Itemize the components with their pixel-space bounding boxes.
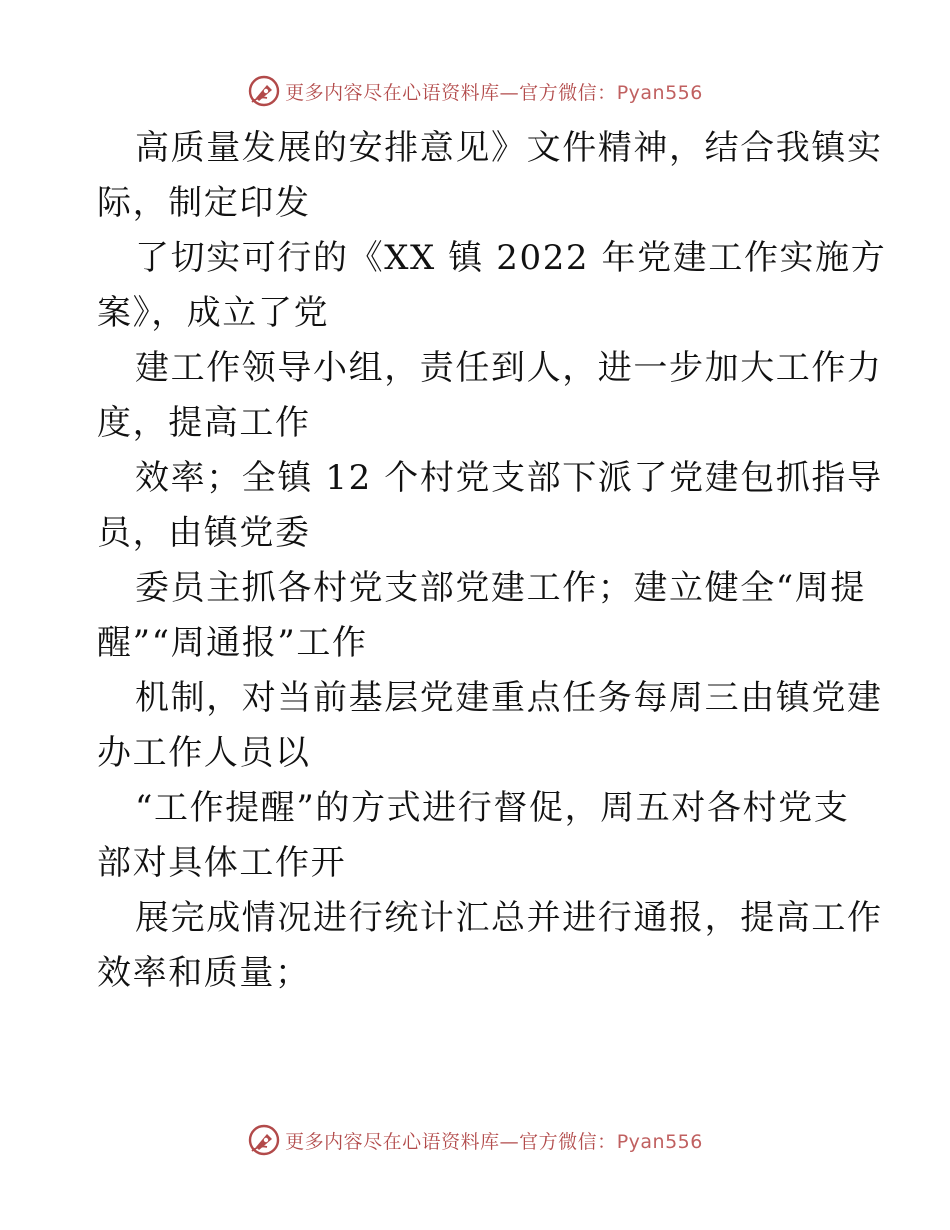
paragraph-line: 建工作领导小组，责任到人，进一步加大工作力 bbox=[135, 348, 883, 388]
paragraph bbox=[97, 561, 866, 671]
watermark-separator: — bbox=[499, 1130, 520, 1153]
watermark-text bbox=[285, 1127, 703, 1154]
paragraph bbox=[97, 451, 883, 561]
paragraph bbox=[97, 891, 883, 1001]
paragraph-line: 机制，对当前基层党建重点任务每周三由镇党建 bbox=[135, 678, 883, 718]
watermark-wechat-id: Pyan556 bbox=[616, 1130, 703, 1153]
pen-nib-circle-icon bbox=[247, 1123, 281, 1157]
paragraph-line: 展完成情况进行统计汇总并进行通报，提高工作 bbox=[135, 898, 883, 938]
paragraph-line: “工作提醒”的方式进行督促，周五对各村党支 bbox=[135, 788, 850, 828]
header-watermark bbox=[0, 71, 950, 111]
watermark-wechat-id: Pyan556 bbox=[616, 81, 703, 104]
paragraph-line: 高质量发展的安排意见》文件精神，结合我镇实 bbox=[135, 128, 883, 168]
paragraph bbox=[97, 341, 883, 451]
paragraph bbox=[97, 231, 887, 341]
paragraph-line: 效率和质量； bbox=[97, 953, 311, 993]
watermark-site: 更多内容尽在心语资料库 bbox=[285, 1130, 500, 1153]
watermark-separator: — bbox=[499, 81, 520, 104]
paragraph-line: 部对具体工作开 bbox=[97, 843, 347, 883]
paragraph-line: 效率；全镇 12 个村党支部下派了党建包抓指导 bbox=[135, 458, 883, 498]
document-body bbox=[97, 121, 887, 1001]
paragraph-line: 醒”“周通报”工作 bbox=[97, 623, 368, 663]
footer-watermark bbox=[0, 1120, 950, 1160]
paragraph-line: 员，由镇党委 bbox=[97, 513, 311, 553]
paragraph bbox=[97, 781, 857, 891]
paragraph-line: 际，制定印发 bbox=[97, 183, 311, 223]
watermark-site: 更多内容尽在心语资料库 bbox=[285, 81, 500, 104]
watermark-wechat-label: 官方微信： bbox=[519, 1130, 617, 1153]
pen-nib-circle-icon bbox=[247, 74, 281, 108]
paragraph-line: 办工作人员以 bbox=[97, 733, 311, 773]
paragraph-line: 委员主抓各村党支部党建工作；建立健全“周提 bbox=[135, 568, 866, 608]
paragraph-line: 度，提高工作 bbox=[97, 403, 311, 443]
paragraph bbox=[97, 121, 883, 231]
watermark-wechat-label: 官方微信： bbox=[519, 81, 617, 104]
watermark-text bbox=[285, 78, 703, 105]
paragraph-line: 了切实可行的《XX 镇 2022 年党建工作实施方 bbox=[135, 238, 887, 278]
paragraph-line: 案》，成立了党 bbox=[97, 293, 330, 333]
paragraph bbox=[97, 671, 883, 781]
